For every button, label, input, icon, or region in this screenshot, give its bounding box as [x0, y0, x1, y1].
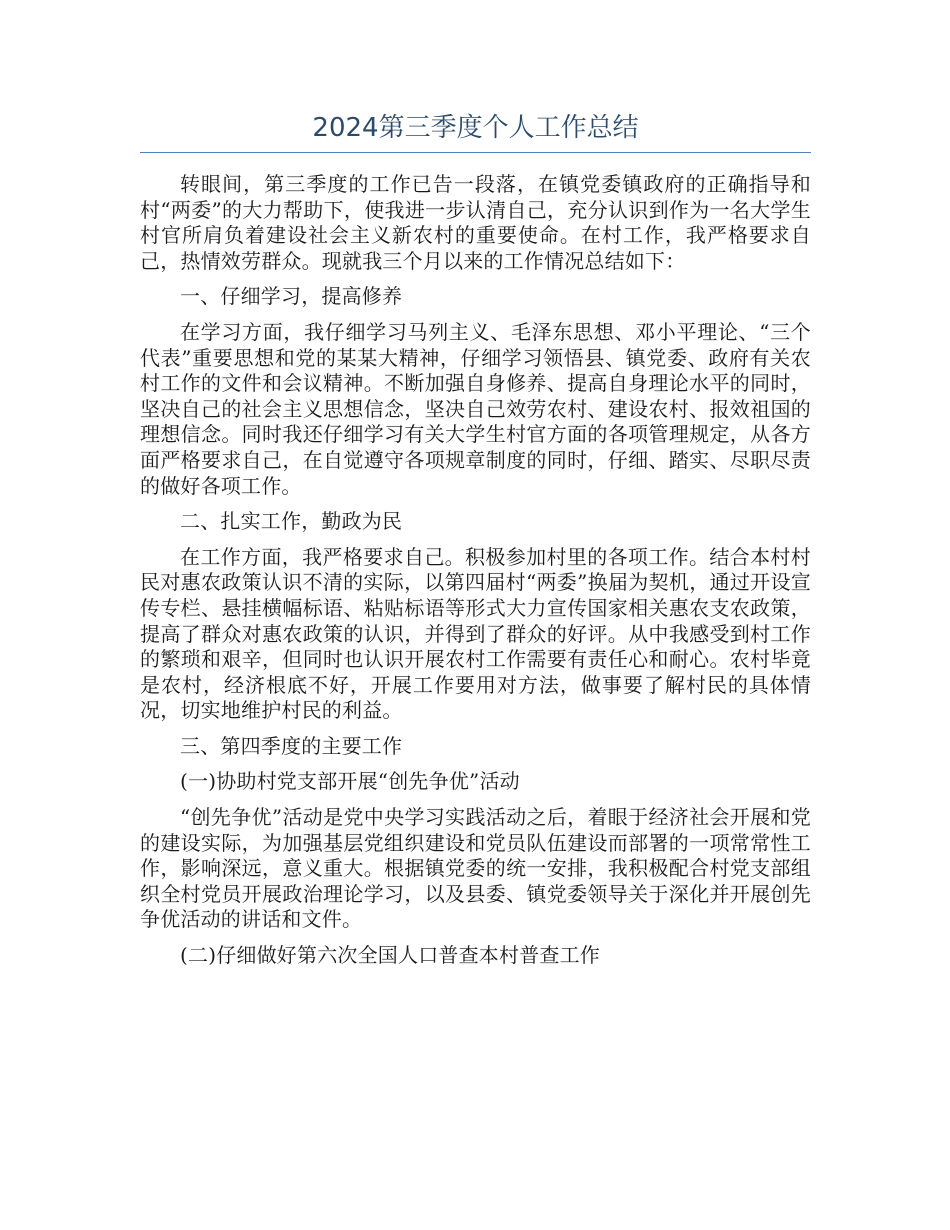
- excellence-paragraph: “创先争优”活动是党中央学习实践活动之后，着眼于经济社会开展和党的建设实际，为加强基层党组织建设和党员队伍建设而部署的一项常常性工作，影响深远，意义重大。根据镇党委的统一安排，我积极配合村党支部组织全村党员开展政治理论学习，以及县委、镇党委领导关于深化并开展创先争优活动的讲话和文件。: [140, 805, 811, 932]
- document-title: 2024第三季度个人工作总结: [312, 113, 639, 143]
- section-heading-study: 一、仔细学习，提高修养: [180, 284, 403, 309]
- title-block: [140, 108, 811, 148]
- work-paragraph: 在工作方面，我严格要求自己。积极参加村里的各项工作。结合本村村民对惠农政策认识不清的实际，以第四届村“两委”换届为契机，通过开设宣传专栏、悬挂横幅标语、粘贴标语等形式大力宣传国家相关惠农支农政策，提高了群众对惠农政策的认识，并得到了群众的好评。从中我感受到村工作的繁琐和艰辛，但同时也认识开展农村工作需要有责任心和耐心。农村毕竟是农村，经济根底不好，开展工作要用对方法，做事要了解村民的具体情况，切实地维护村民的利益。: [140, 544, 811, 723]
- section-heading-work: 二、扎实工作，勤政为民: [180, 509, 403, 534]
- section-heading-q4: 三、第四季度的主要工作: [180, 733, 403, 758]
- intro-paragraph: 转眼间，第三季度的工作已告一段落，在镇党委镇政府的正确指导和村“两委”的大力帮助下，使我进一步认清自己，充分认识到作为一名大学生村官所肩负着建设社会主义新农村的重要使命。在村工作，我严格要求自己，热情效劳群众。现就我三个月以来的工作情况总结如下：: [140, 172, 811, 273]
- document-body: [140, 172, 811, 979]
- subheading-census: (二)仔细做好第六次全国人口普查本村普查工作: [180, 943, 601, 968]
- study-paragraph: 在学习方面，我仔细学习马列主义、毛泽东思想、邓小平理论、“三个代表”重要思想和党的某某大精神，仔细学习领悟县、镇党委、政府有关农村工作的文件和会议精神。不断加强自身修养、提高自身理论水平的同时，坚决自己的社会主义思想信念，坚决自己效劳农村、建设农村、报效祖国的理想信念。同时我还仔细学习有关大学生村官方面的各项管理规定，从各方面严格要求自己，在自觉遵守各项规章制度的同时，仔细、踏实、尽职尽责的做好各项工作。: [140, 319, 811, 498]
- subheading-excellence: (一)协助村党支部开展“创先争优”活动: [180, 769, 520, 794]
- title-underline: [140, 152, 811, 153]
